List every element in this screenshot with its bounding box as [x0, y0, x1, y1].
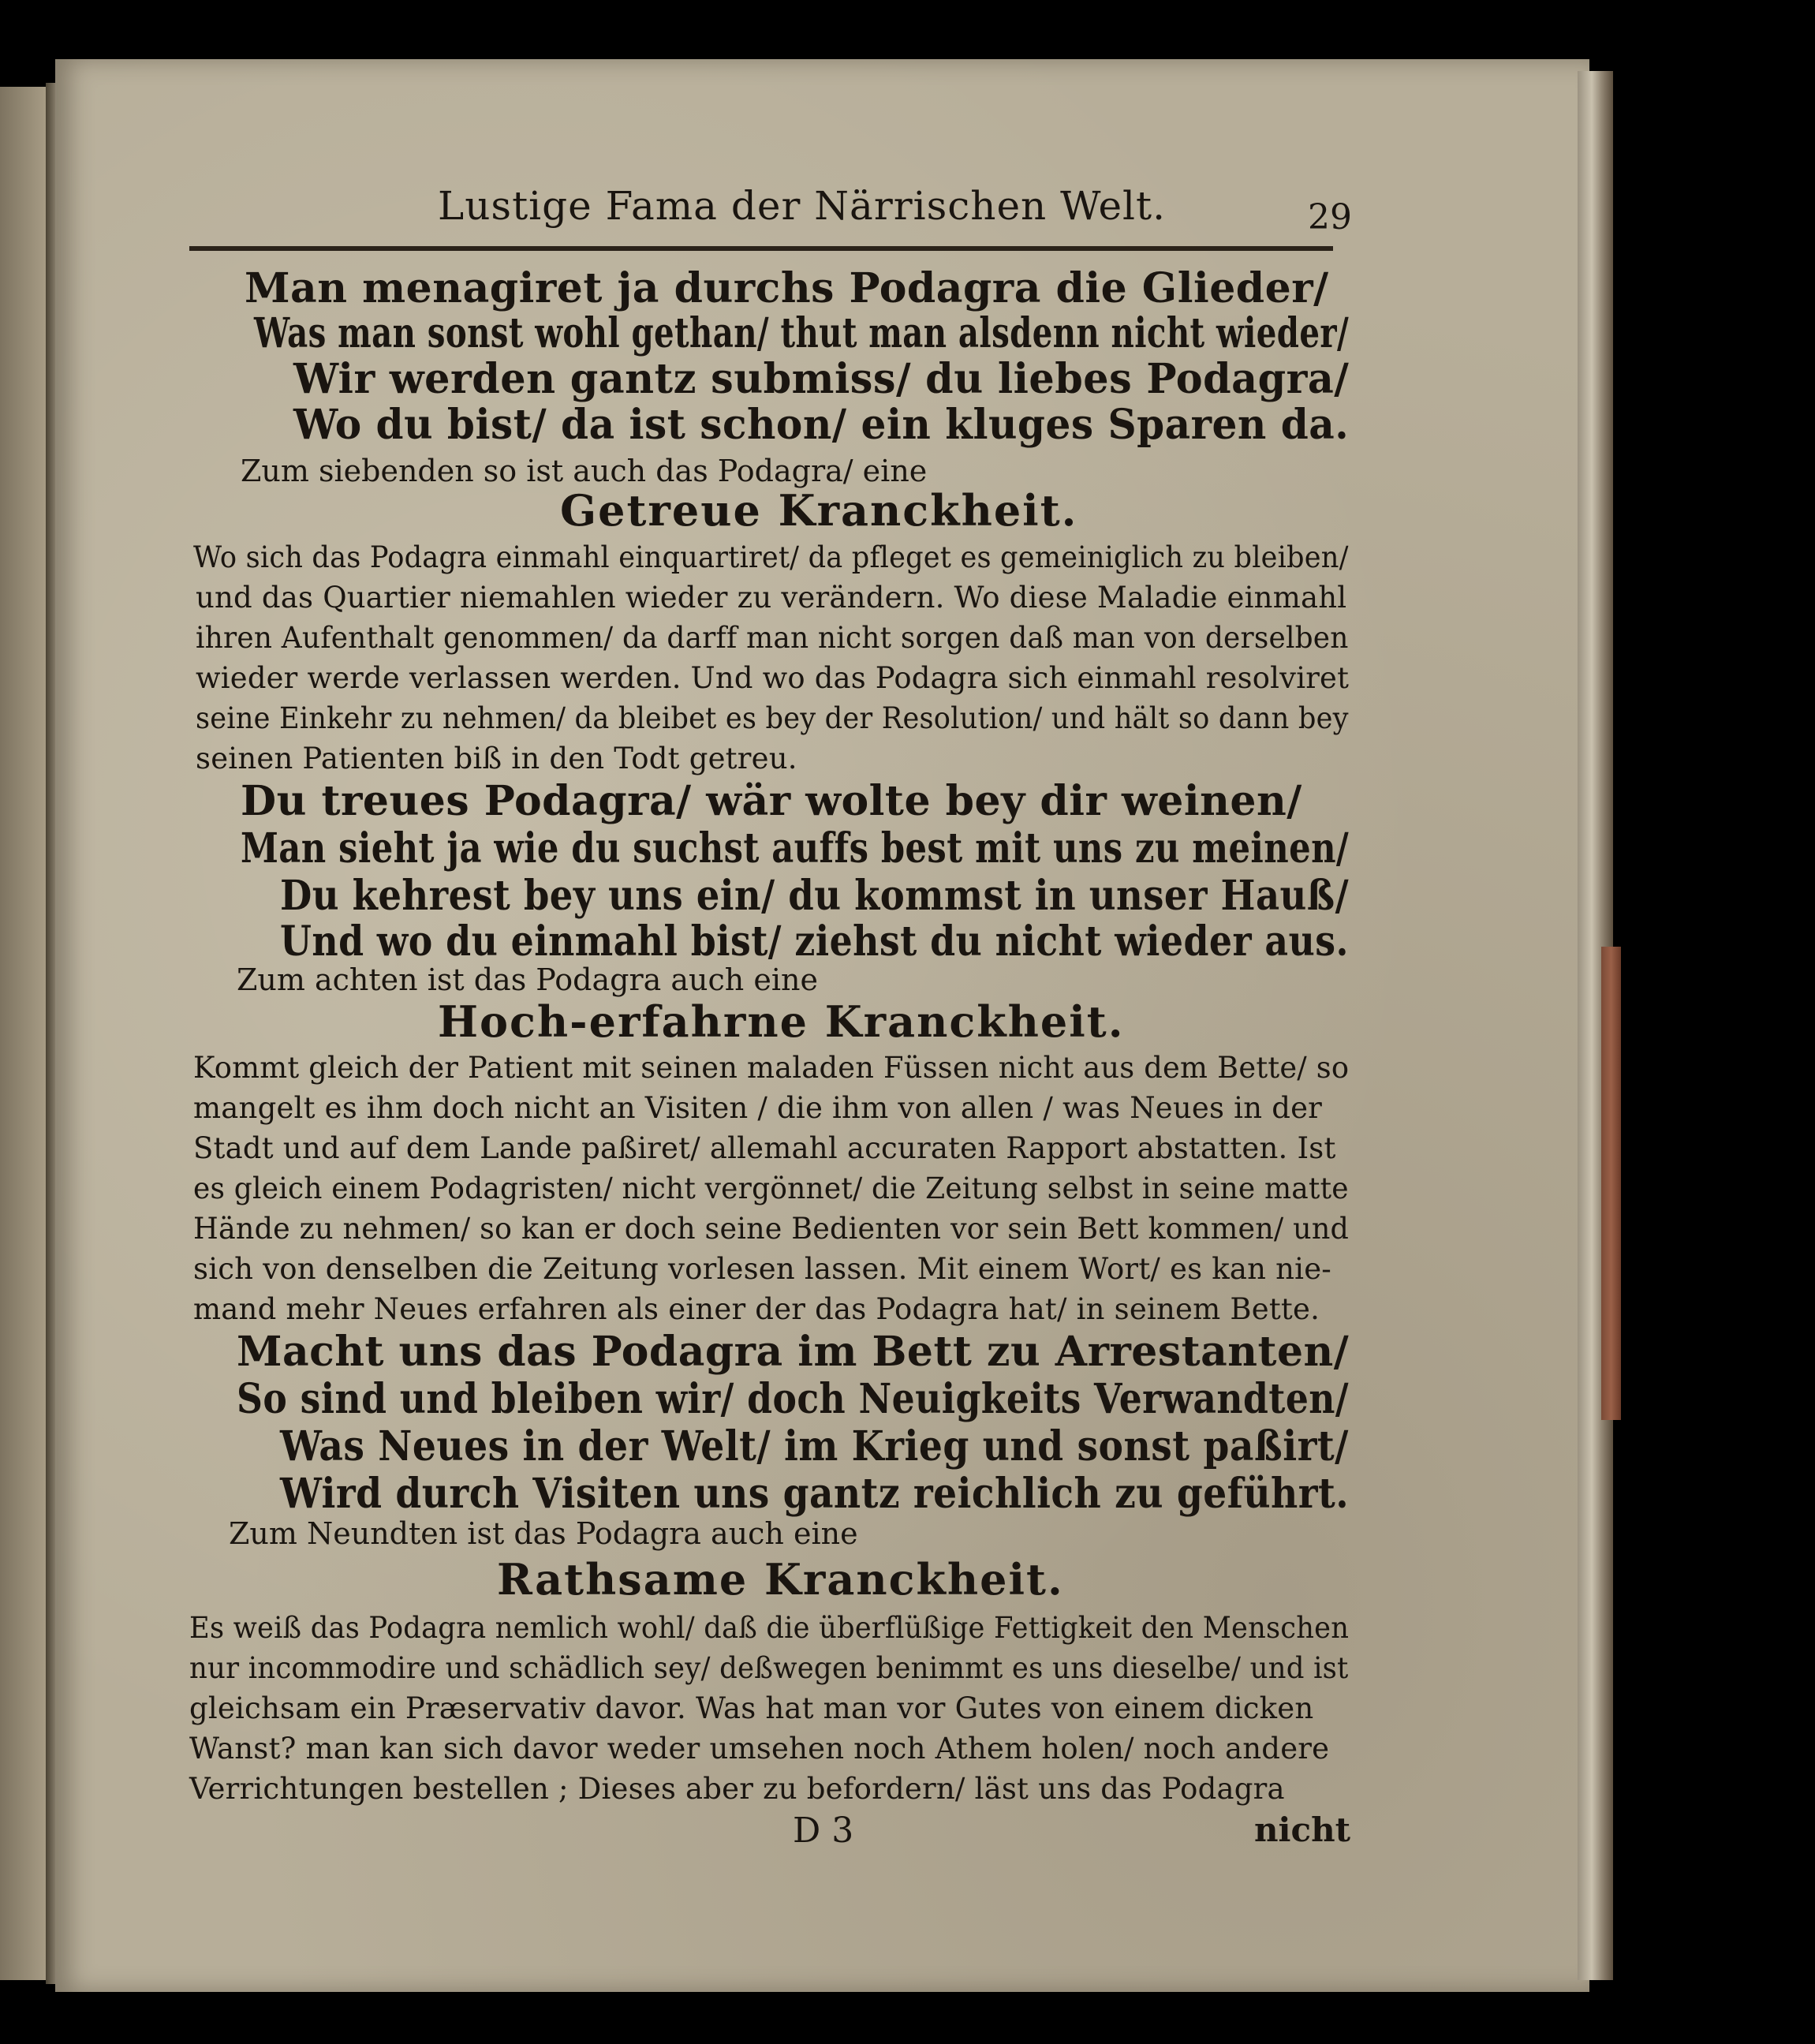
section-heading: Rathsame Kranckheit.	[497, 1554, 1064, 1605]
section-intro: Zum Neundten ist das Podagra auch eine	[229, 1516, 858, 1551]
section-intro: Zum achten ist das Podagra auch eine	[237, 962, 818, 997]
prose-line: Stadt und auf dem Lande paßiret/ allemahl accuraten Rapport abstatten. Ist	[193, 1131, 1336, 1165]
verse-line: Macht uns das Podagra im Bett zu Arrestanten/	[237, 1328, 1350, 1376]
verse-line: Wir werden gantz submiss/ du liebes Podagra/	[293, 355, 1350, 403]
verse-line: Man menagiret ja durchs Podagra die Glieder/	[245, 264, 1329, 312]
prose-line: sich von denselben die Zeitung vorlesen lassen. Mit einem Wort/ es kan nie-	[193, 1252, 1331, 1286]
verse-line: Man sieht ja wie du suchst auffs best mit uns zu meinen/	[241, 824, 1350, 873]
verse-line: Wo du bist/ da ist schon/ ein kluges Sparen da.	[293, 401, 1350, 449]
verse-line: So sind und bleiben wir/ doch Neuigkeits Verwandten/	[237, 1375, 1350, 1423]
prose-line: wieder werde verlassen werden. Und wo das Podagra sich einmahl resolviret	[196, 661, 1350, 695]
signature-mark: D 3	[793, 1810, 854, 1851]
prose-line: Kommt gleich der Patient mit seinen maladen Füssen nicht aus dem Bette/ so	[193, 1051, 1350, 1085]
prose-line: Hände zu nehmen/ so kan er doch seine Bedienten vor sein Bett kommen/ und	[193, 1212, 1350, 1246]
prose-line: und das Quartier niemahlen wieder zu verändern. Wo diese Maladie einmahl	[196, 581, 1347, 615]
prose-line: seinen Patienten biß in den Todt getreu.	[196, 742, 797, 775]
verse-line: Was man sonst wohl gethan/ thut man alsdenn nicht wieder/	[254, 309, 1350, 357]
prose-line: seine Einkehr zu nehmen/ da bleibet es bey der Resolution/ und hält so dann bey	[196, 701, 1349, 735]
facing-page-edge	[0, 87, 47, 1980]
binding-leather	[1601, 947, 1621, 1420]
prose-line: Verrichtungen bestellen ; Dieses aber zu befordern/ läst uns das Podagra	[189, 1772, 1285, 1806]
verse-line: Und wo du einmahl bist/ ziehst du nicht wieder aus.	[280, 917, 1349, 966]
prose-line: Wanst? man kan sich davor weder umsehen noch Athem holen/ noch andere	[189, 1732, 1330, 1766]
page-number: 29	[1308, 197, 1352, 237]
verse-line: Was Neues in der Welt/ im Krieg und sonst paßirt/	[280, 1422, 1349, 1470]
prose-line: mangelt es ihm doch nicht an Visiten / die ihm von allen / was Neues in der	[193, 1091, 1323, 1125]
verse-line: Du treues Podagra/ wär wolte bey dir weinen/	[241, 777, 1302, 825]
prose-line: nur incommodire und schädlich sey/ deßwegen benimmt es uns dieselbe/ und ist	[189, 1651, 1349, 1685]
prose-line: ihren Aufenthalt genommen/ da darff man nicht sorgen daß man von derselben	[196, 621, 1349, 655]
verse-line: Du kehrest bey uns ein/ du kommst in unser Hauß/	[280, 872, 1350, 920]
section-intro: Zum siebenden so ist auch das Podagra/ eine	[241, 454, 928, 488]
prose-line: mand mehr Neues erfahren als einer der das Podagra hat/ in seinem Bette.	[193, 1292, 1320, 1326]
header-rule	[189, 246, 1333, 251]
section-heading: Getreue Kranckheit.	[560, 485, 1078, 536]
verse-line: Wird durch Visiten uns gantz reichlich zu geführt.	[280, 1470, 1350, 1518]
prose-line: Wo sich das Podagra einmahl einquartiret/ da pfleget es gemeiniglich zu bleiben/	[193, 540, 1349, 574]
catchword: nicht	[1254, 1810, 1351, 1849]
prose-line: gleichsam ein Præservativ davor. Was hat man vor Gutes von einem dicken	[189, 1691, 1314, 1725]
prose-line: es gleich einem Podagristen/ nicht vergönnet/ die Zeitung selbst in seine matte	[193, 1171, 1349, 1205]
prose-line: Es weiß das Podagra nemlich wohl/ daß die überflüßige Fettigkeit den Menschen	[189, 1611, 1350, 1645]
running-title: Lustige Fama der Närrischen Welt.	[438, 183, 1167, 229]
section-heading: Hoch-erfahrne Kranckheit.	[438, 996, 1125, 1047]
